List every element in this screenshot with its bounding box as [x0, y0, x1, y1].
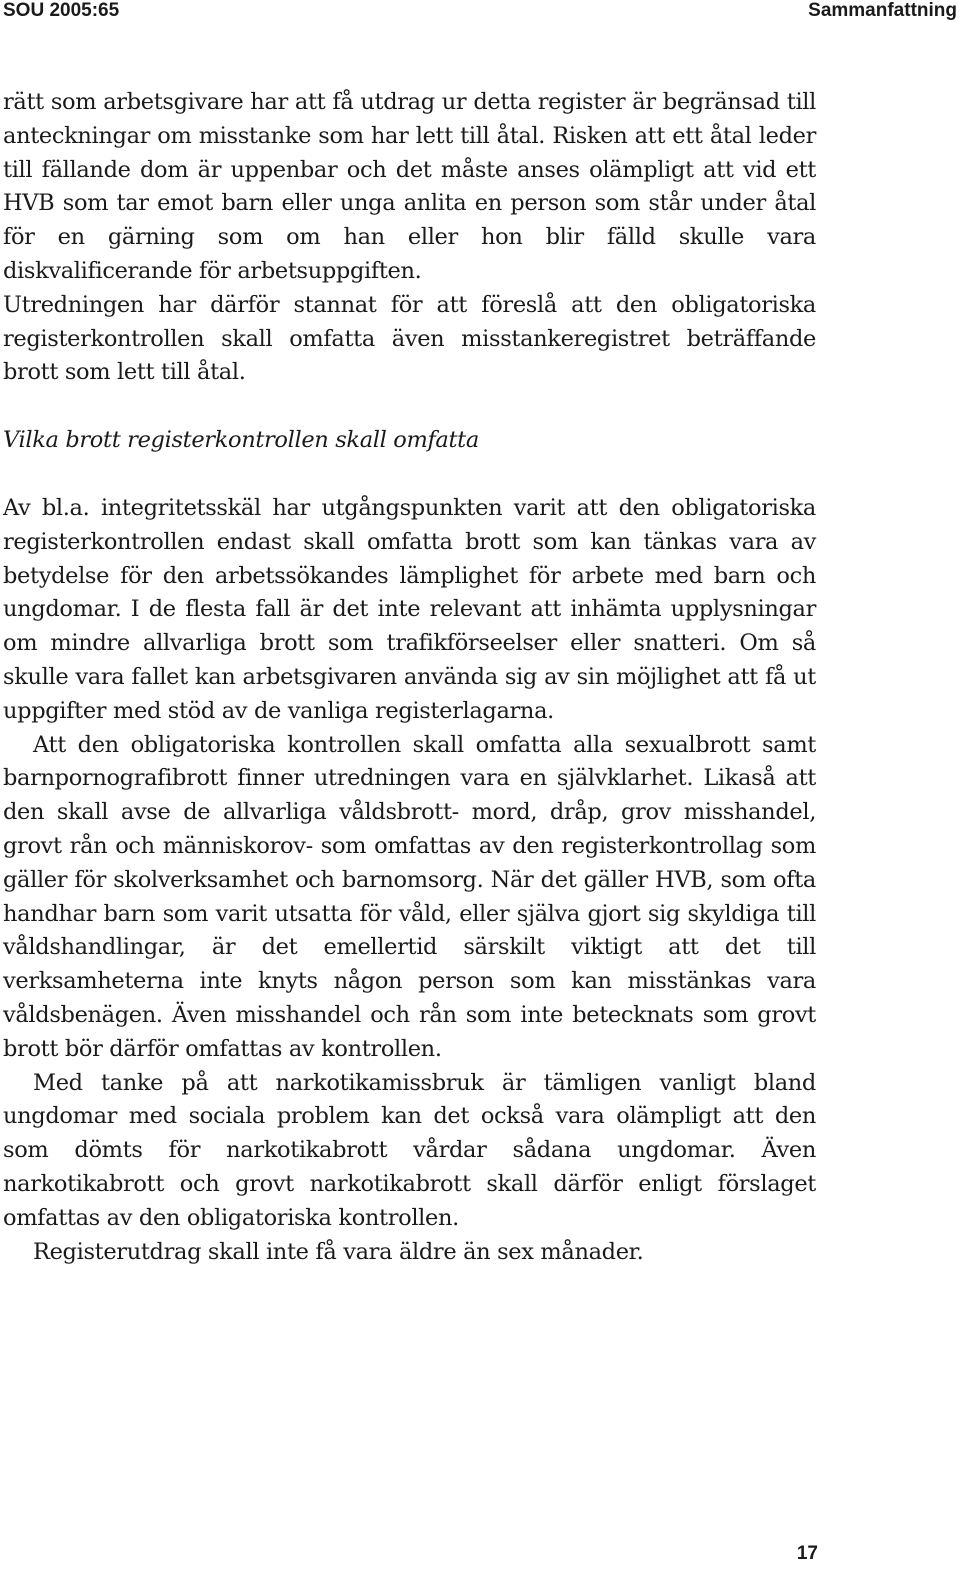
- paragraph: Att den obligatoriska kontrollen skall omfatta alla sexualbrott samt barnpornografibrott finner utredningen vara en självklarhet. Likaså att den skall avse de allvarliga våldsbrott- mord, dråp, grov misshandel, grovt rån och människorov- som omfattas av den registerkontrollag som gäller för skolverksamhet och barnomsorg. När det gäller HVB, som ofta handhar barn som varit utsatta för våld, eller själva gjort sig skyldiga till våldshandlingar, är det emellertid särskilt viktigt att det till verksamheterna inte knyts någon person som kan misstänkas vara våldsbenägen. Även misshandel och rån som inte betecknats som grovt brott bör därför omfattas av kontrollen.: [3, 731, 816, 1062]
- body-text: [3, 86, 816, 1269]
- page-number: 17: [796, 1543, 818, 1564]
- paragraph: rätt som arbetsgivare har att få utdrag ur detta register är begränsad till anteckningar om misstanke som har lett till åtal. Risken att ett åtal leder till fällande dom är uppenbar och det måste anses olämpligt att vid ett HVB som tar emot barn eller unga anlita en person som står under åtal för en gärning som om han eller hon blir fälld skulle vara diskvalificerande för arbetsuppgiften.: [3, 89, 816, 284]
- paragraph: Med tanke på att narkotikamissbruk är tämligen vanligt bland ungdomar med sociala problem kan det också vara olämpligt att den som dömts för narkotikabrott vårdar sådana ungdomar. Även narkotikabrott och grovt narkotikabrott skall därför enligt förslaget omfattas av den obligatoriska kontrollen.: [3, 1069, 816, 1231]
- document-reference: SOU 2005:65: [3, 0, 120, 21]
- paragraph: Registerutdrag skall inte få vara äldre än sex månader.: [33, 1238, 644, 1265]
- section-title: Sammanfattning: [808, 0, 957, 21]
- running-header: [0, 0, 960, 24]
- paragraph: Av bl.a. integritetsskäl har utgångspunkten varit att den obligatoriska registerkontrollen endast skall omfatta brott som kan tänkas vara av betydelse för den arbetssökandes lämplighet för arbete med barn och ungdomar. I de flesta fall är det inte relevant att inhämta upplysningar om mindre allvarliga brott som trafikförseelser eller snatteri. Om så skulle vara fallet kan arbetsgivaren använda sig av sin möjlighet att få ut uppgifter med stöd av de vanliga registerlagarna.: [3, 494, 816, 724]
- section-heading: Vilka brott registerkontrollen skall omfatta: [3, 427, 479, 454]
- paragraph: Utredningen har därför stannat för att föreslå att den obligatoriska registerkontrollen skall omfatta även misstankeregistret beträffande brott som lett till åtal.: [3, 291, 816, 386]
